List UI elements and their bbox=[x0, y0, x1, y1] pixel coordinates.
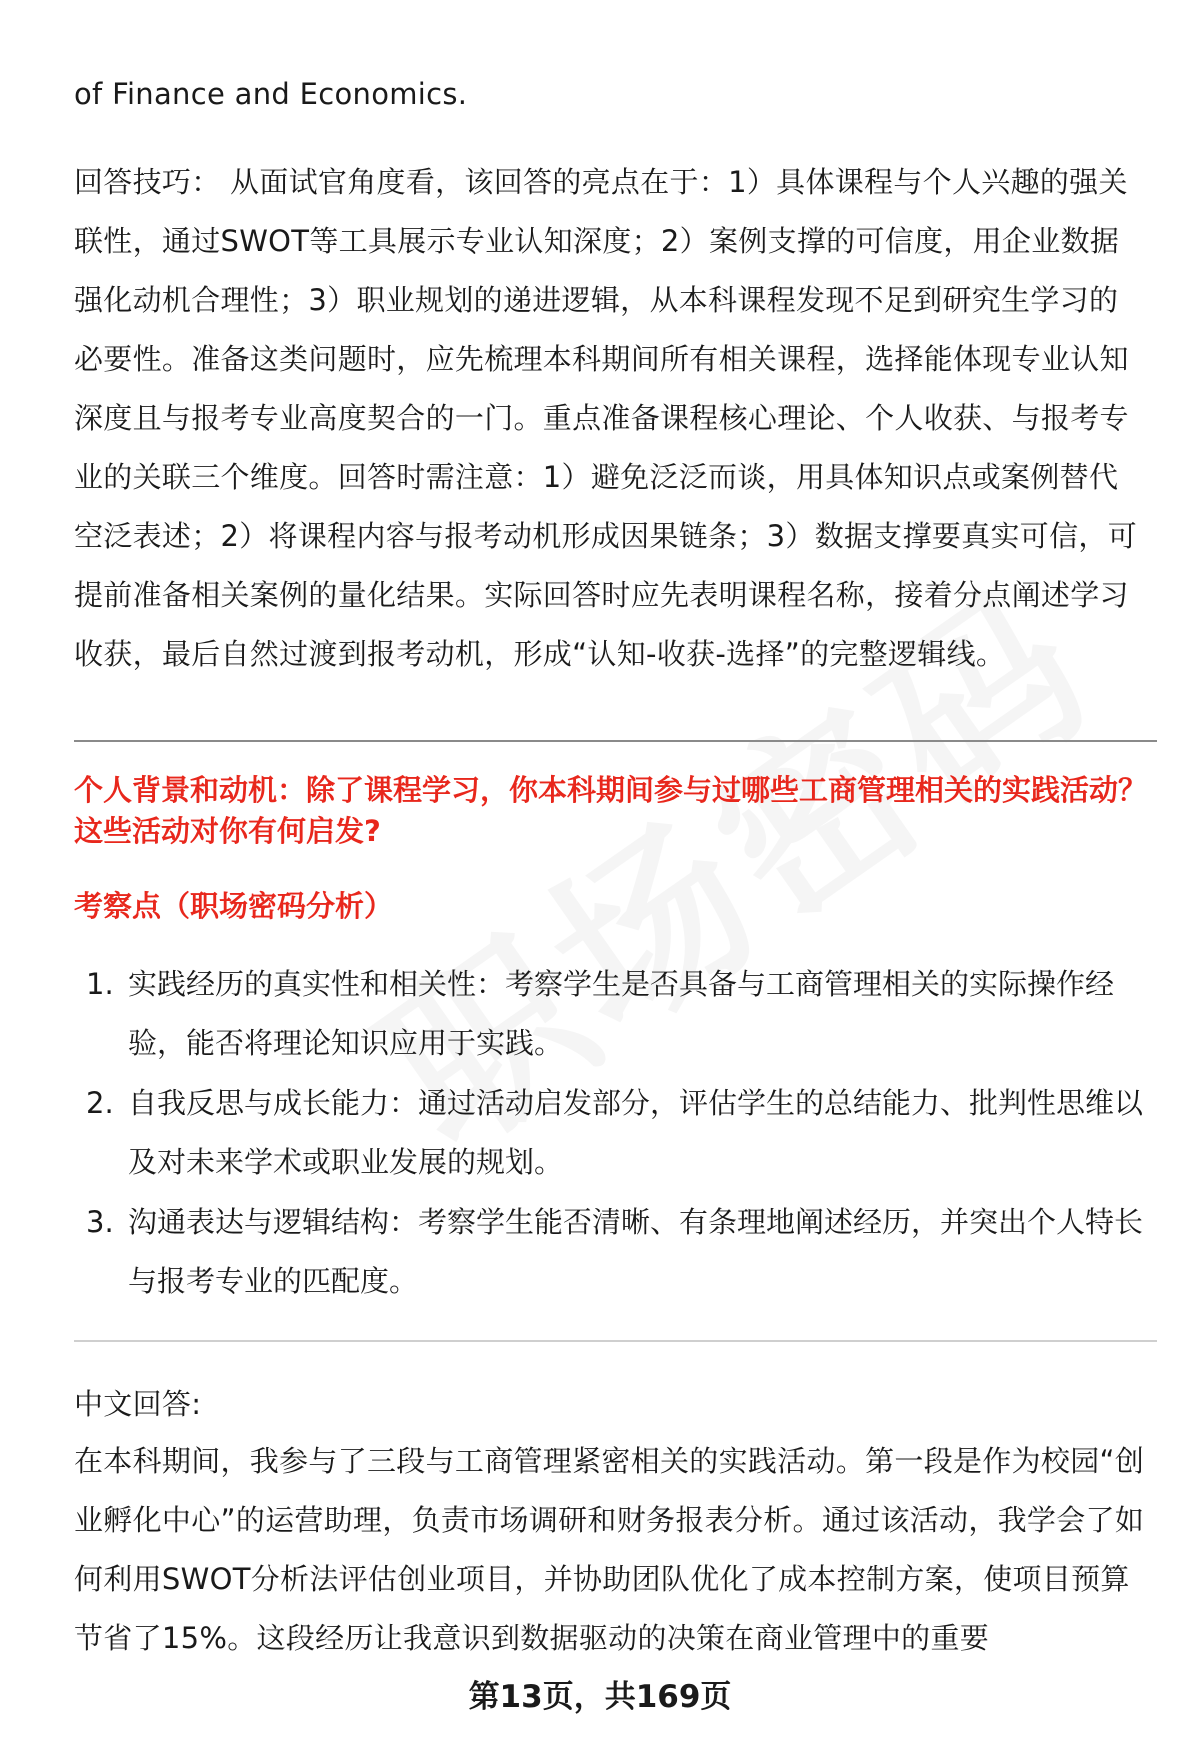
assessment-points-heading: 考察点（职场密码分析） bbox=[74, 889, 394, 923]
section-divider bbox=[74, 1340, 1157, 1342]
list-item-text: 沟通表达与逻辑结构：考察学生能否清晰、有条理地阐述经历，并突出个人特长与报考专业的匹配度。 bbox=[128, 1205, 1144, 1298]
page-number: 第13页，共169页 bbox=[468, 1679, 732, 1715]
answer-paragraph: 在本科期间，我参与了三段与工商管理紧密相关的实践活动。第一段是作为校园“创业孵化中心”的运营助理，负责市场调研和财务报表分析。通过该活动，我学会了如何利用SWOT分析法评估创业项目，并协助团队优化了成本控制方案，使项目预算节省了15%。这段经历让我意识到数据驱动的决策在商业管理中的重要 bbox=[74, 1444, 1145, 1655]
section-divider bbox=[74, 740, 1157, 742]
answer-label: 中文回答: bbox=[74, 1387, 202, 1421]
question-heading: 个人背景和动机：除了课程学习，你本科期间参与过哪些工商管理相关的实践活动？这些活动对你有何启发? bbox=[74, 773, 1148, 848]
list-item-text: 自我反思与成长能力：通过活动启发部分，评估学生的总结能力、批判性思维以及对未来学术或职业发展的规划。 bbox=[128, 1086, 1144, 1179]
list-item-number: 1. bbox=[86, 967, 114, 1001]
continuation-text: of Finance and Economics. bbox=[74, 77, 468, 111]
list-item-text: 实践经历的真实性和相关性：考察学生是否具备与工商管理相关的实际操作经验，能否将理论知识应用于实践。 bbox=[128, 967, 1115, 1060]
assessment-points-list bbox=[74, 955, 1156, 1312]
list-item-number: 2. bbox=[86, 1086, 114, 1120]
list-item-number: 3. bbox=[86, 1205, 114, 1239]
list-item bbox=[74, 955, 1156, 1073]
list-item bbox=[74, 1193, 1156, 1311]
list-item bbox=[74, 1074, 1156, 1192]
answer-tips-paragraph: 回答技巧： 从面试官角度看，该回答的亮点在于：1）具体课程与个人兴趣的强关联性，通过SWOT等工具展示专业认知深度；2）案例支撑的可信度，用企业数据强化动机合理性；3）职业规划的递进逻辑，从本科课程发现不足到研究生学习的必要性。准备这类问题时，应先梳理本科期间所有相关课程，选择能体现专业认知深度且与报考专业高度契合的一门。重点准备课程核心理论、个人收获、与报考专业的关联三个维度。回答时需注意：1）避免泛泛而谈，用具体知识点或案例替代空泛表述；2）将课程内容与报考动机形成因果链条；3）数据支撑要真实可信，可提前准备相关案例的量化结果。实际回答时应先表明课程名称，接着分点阐述学习收获，最后自然过渡到报考动机，形成“认知-收获-选择”的完整逻辑线。 bbox=[74, 165, 1138, 671]
